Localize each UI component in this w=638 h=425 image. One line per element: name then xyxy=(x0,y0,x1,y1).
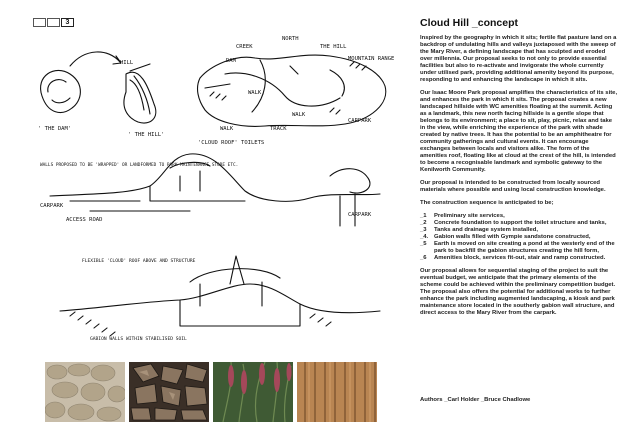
timber-swatch xyxy=(297,362,377,422)
page-title: Cloud Hill _concept xyxy=(420,17,519,29)
label-the-hill: ' THE HILL' xyxy=(128,132,165,138)
label-dam: DAM xyxy=(226,58,236,64)
section-sketch-2 xyxy=(60,284,380,313)
material-swatches xyxy=(45,362,381,422)
step-item: _5 Earth is moved on site creating a pond at the westerly end of the park to backfill the gabion structures creating the hill form, xyxy=(420,241,615,254)
label-track: TRACK xyxy=(270,126,287,132)
step-item: _4. Gabion walls filled with Gympie sandstone constructed, xyxy=(420,234,591,240)
label-gabion-note: GABION WALLS WITHIN STABILISED SOIL xyxy=(90,337,187,342)
label-hill: HILL xyxy=(120,60,134,66)
label-carpark-top: CARPARK xyxy=(348,118,372,124)
gabion-swatch xyxy=(129,362,209,422)
label-the-hill-plan: THE HILL xyxy=(320,44,347,50)
hill-sketch xyxy=(124,72,156,123)
sequence-intro: The construction sequence is anticipated to be; xyxy=(420,200,554,206)
proposal-paragraph: Our Isaac Moore Park proposal amplifies the characteristics of its site, and enhances the park in which it sits. The proposal creates a new landscaped hillside with WC amenities floating at the summit. Acting as a landmark, this new north facing hillside is a gentle slope that belongs to its environment; a place to sit, play, picnic, relax and take in the view, while enriching the experience of the park with shade created by native trees. It has the potential to be an amphitheatre for community gatherings and cultural events. It can encourage exchanges between locals and visitors alike. The form of the amenities roof, floating like at cloud at the crest of the hill, is intended to become a recognisable landmark and symbolic gateway to the Kenilworth Community. xyxy=(420,90,618,173)
label-walls-note: WALLS PROPOSED TO BE 'WRAPPED' OR LANDFORMED TO PARK MAINTENANCE STORE ETC. xyxy=(40,163,239,168)
label-mountain-range: MOUNTAIN RANGE xyxy=(348,56,395,62)
arrow-sketch xyxy=(70,52,121,66)
concept-sketches xyxy=(30,26,405,358)
page-number: 3 xyxy=(61,18,74,27)
step-item: _2 Concrete foundation to support the toilet structure and tanks, xyxy=(420,220,607,226)
grass-swatch xyxy=(213,362,293,422)
sandstone-swatch xyxy=(45,362,125,422)
dam-sketch xyxy=(41,70,81,112)
materials-paragraph: Our proposal is intended to be constructed from locally sourced materials where possible and using local construction knowledge. xyxy=(420,180,606,193)
section-sketch-1 xyxy=(50,154,380,201)
label-walk-3: WALK xyxy=(220,126,234,132)
intro-paragraph: Inspired by the geography in which it sits; fertile flat pasture land on a backdrop of undulating hills and valleys juxtaposed with the sweep of the Mary River, a defining landscape that has sculpted and eroded over millennia. Our proposal seeks to not only to provide essential facilities but also to re-activate and invigorate the whole currently under utilised park, providing additional amenity beyond its purpose, responding to and enhancing the landscape in which it sits. xyxy=(420,35,617,83)
label-carpark-right: CARPARK xyxy=(348,212,372,218)
budget-paragraph: Our proposal allows for sequential staging of the project to suit the eventual budget, we anticipate that the primary elements of the scheme could be achieved within the preliminary competition budget. The proposal also offers the potential for additional works to further enhance the park including augmented landscaping, a kiosk and park maintenance store located in the southerly gabion wall structure, and direct access to the Mary River from the carpark. xyxy=(420,268,616,316)
authors-credit: Authors _Carl Holder _Bruce Chadlowe xyxy=(420,397,531,403)
label-creek: CREEK xyxy=(236,44,253,50)
label-north: NORTH xyxy=(282,36,299,42)
step-item: _6 Amenities block, services fit-out, stair and ramp constructed. xyxy=(420,255,606,261)
label-walk-2: WALK xyxy=(292,112,306,118)
label-cloud-roof: 'CLOUD ROOF' TOILETS xyxy=(198,140,265,146)
construction-steps xyxy=(420,213,618,262)
label-flexible-cloud: FLEXIBLE 'CLOUD' ROOF ABOVE AND STRUCTURE xyxy=(82,259,196,264)
label-walk-1: WALK xyxy=(248,90,262,96)
label-carpark-left: CARPARK xyxy=(40,203,64,209)
label-the-dam: ' THE DAM' xyxy=(38,126,72,132)
step-item: _3 Tanks and drainage system installed, xyxy=(420,227,538,233)
description-column xyxy=(420,17,618,323)
step-item: _1 Preliminary site services, xyxy=(420,213,505,219)
label-access-road: ACCESS ROAD xyxy=(66,217,103,223)
